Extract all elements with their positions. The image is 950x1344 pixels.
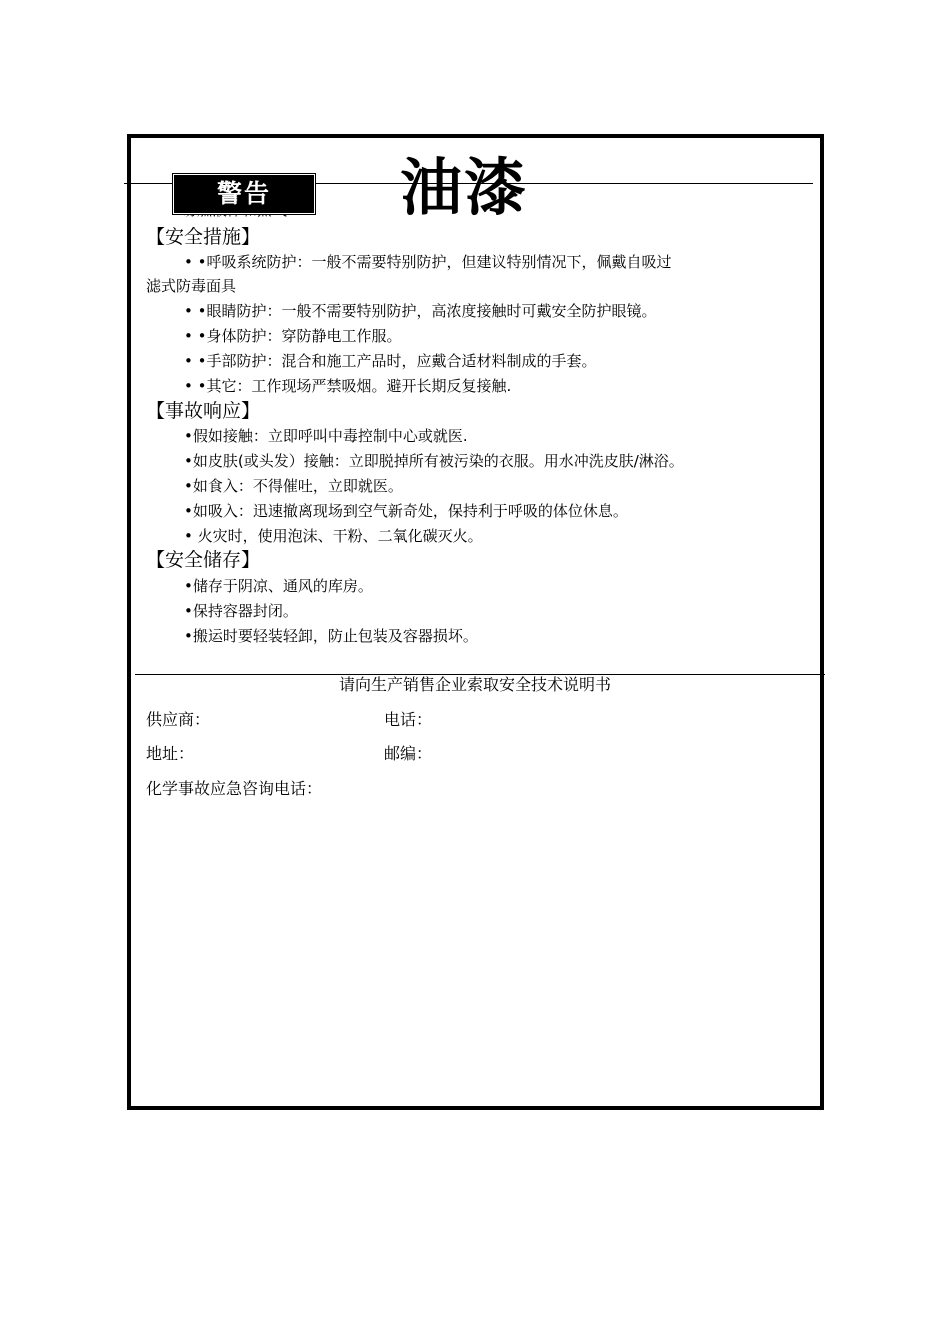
list-item: • •眼睛防护：一般不需要特别防护，高浓度接触时可戴安全防护眼镜。 <box>184 302 657 320</box>
list-item: •如皮肤(或头发）接触：立即脱掉所有被污染的衣服。用水冲洗皮肤/淋浴。 <box>184 452 684 470</box>
section-heading-accident-response: 【事故响应】 <box>146 400 261 422</box>
address-label: 地址： <box>146 744 195 763</box>
list-item: •假如接触：立即呼叫中毒控制中心或就医. <box>184 427 468 445</box>
list-item: •保持容器封闭。 <box>184 602 298 620</box>
emergency-phone-label: 化学事故应急咨询电话： <box>146 779 323 798</box>
warning-badge: 警告 <box>172 173 316 215</box>
list-item: 滤式防毒面具 <box>146 277 237 295</box>
product-title: 油漆 <box>400 151 529 224</box>
list-item: •储存于阴凉、通风的库房。 <box>184 577 373 595</box>
list-item: • •身体防护：穿防静电工作服。 <box>184 327 402 345</box>
supplier-label: 供应商： <box>146 710 211 729</box>
postcode-label: 邮编： <box>384 744 433 763</box>
list-item: • •手部防护：混合和施工产品时，应戴合适材料制成的手套。 <box>184 352 597 370</box>
section-heading-safe-storage: 【安全储存】 <box>146 549 261 571</box>
sds-notice: 请向生产销售企业索取安全技术说明书 <box>338 675 611 694</box>
phone-label: 电话： <box>384 710 433 729</box>
list-item: •搬运时要轻装轻卸，防止包装及容器损坏。 <box>184 627 478 645</box>
list-item: •如吸入：迅速撤离现场到空气新奇处，保持利于呼吸的体位休息。 <box>184 502 628 520</box>
list-item: • 火灾时，使用泡沫、干粉、二氧化碳灭火。 <box>184 527 483 545</box>
list-item: • •其它：工作现场严禁吸烟。避开长期反复接触. <box>184 377 512 395</box>
list-item: • •呼吸系统防护：一般不需要特别防护，但建议特别情况下，佩戴自吸过 <box>184 253 672 271</box>
list-item: •如食入：不得催吐，立即就医。 <box>184 477 403 495</box>
section-heading-safety-measures: 【安全措施】 <box>146 226 261 248</box>
